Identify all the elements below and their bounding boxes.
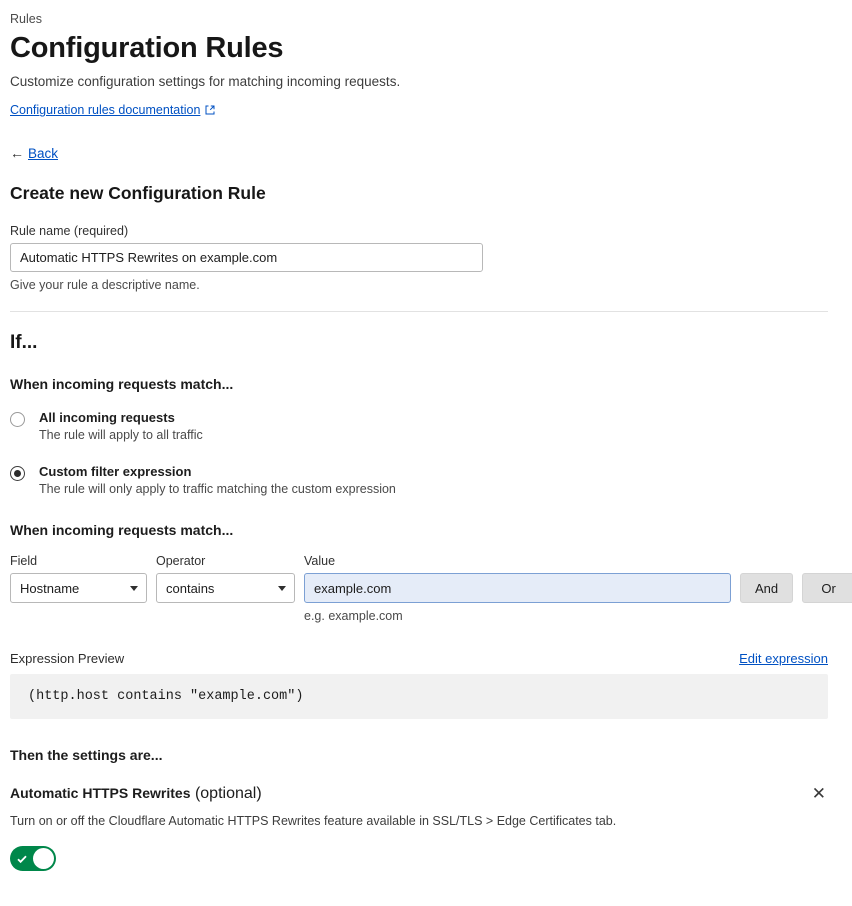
radio-desc-all-requests: The rule will apply to all traffic (39, 428, 203, 443)
or-column (802, 554, 852, 603)
operator-column-label: Operator (156, 554, 206, 569)
section-divider (10, 311, 828, 312)
rule-name-label: Rule name (required) (10, 224, 129, 239)
field-column-label: Field (10, 554, 38, 569)
radio-option-custom-filter[interactable] (10, 464, 828, 496)
radio-desc-custom-filter: The rule will only apply to traffic matching the custom expression (39, 482, 396, 497)
page-title: Configuration Rules (10, 32, 284, 64)
value-column-label: Value (304, 554, 336, 569)
check-icon (17, 854, 27, 864)
radio-text-all-requests (39, 410, 203, 442)
or-column-spacer (802, 554, 852, 568)
radio-icon-all-requests[interactable] (10, 412, 25, 427)
back-link-label[interactable]: Back (28, 145, 59, 161)
page-subtitle: Customize configuration settings for matching incoming requests. (10, 74, 401, 90)
setting-optional-label: (optional) (194, 785, 262, 803)
field-column (10, 554, 147, 603)
radio-label-all-requests: All incoming requests (39, 410, 175, 426)
setting-header (10, 785, 828, 803)
radio-label-custom-filter: Custom filter expression (39, 464, 192, 480)
rule-name-group (10, 224, 828, 292)
value-help: e.g. example.com (304, 609, 403, 624)
operator-select[interactable] (156, 573, 295, 603)
expression-preview-header (10, 651, 828, 666)
breadcrumb[interactable]: Rules (10, 12, 42, 26)
and-button[interactable]: And (740, 573, 793, 603)
operator-select-value: contains (166, 580, 215, 596)
chevron-down-icon (278, 586, 286, 591)
or-button[interactable]: Or (802, 573, 852, 603)
create-rule-heading: Create new Configuration Rule (10, 183, 266, 204)
and-column-spacer (740, 554, 793, 568)
automatic-https-rewrites-toggle[interactable] (10, 846, 56, 871)
field-select[interactable] (10, 573, 147, 603)
toggle-knob (33, 848, 54, 869)
close-icon[interactable]: ✕ (811, 784, 826, 804)
back-arrow-icon: ← (10, 145, 24, 162)
radio-icon-custom-filter[interactable] (10, 466, 25, 481)
setting-description: Turn on or off the Cloudflare Automatic HTTPS Rewrites feature available in SSL/TLS > Edge Certificates tab. (10, 814, 617, 829)
setting-title-wrap (10, 785, 262, 803)
radio-option-all-requests[interactable] (10, 410, 828, 442)
rule-name-help: Give your rule a descriptive name. (10, 278, 200, 293)
builder-heading: When incoming requests match... (10, 522, 234, 539)
field-select-value: Hostname (20, 580, 80, 596)
operator-column (156, 554, 295, 603)
and-column (740, 554, 793, 603)
value-input[interactable] (304, 573, 731, 603)
if-heading: If... (10, 332, 38, 354)
chevron-down-icon (130, 586, 138, 591)
edit-expression-link[interactable]: Edit expression (739, 651, 828, 667)
back-navigation[interactable] (10, 145, 828, 161)
rule-name-input[interactable] (10, 243, 483, 272)
match-heading: When incoming requests match... (10, 376, 234, 393)
then-settings-heading: Then the settings are... (10, 747, 163, 764)
radio-text-custom-filter (39, 464, 396, 496)
external-link-icon (205, 105, 215, 115)
expression-preview-box: (http.host contains "example.com") (10, 674, 828, 719)
value-column (304, 554, 731, 623)
expression-builder-row (10, 554, 836, 624)
documentation-link[interactable] (10, 103, 215, 117)
setting-title: Automatic HTTPS Rewrites (10, 785, 191, 802)
expression-preview-label: Expression Preview (10, 651, 125, 667)
documentation-link-label: Configuration rules documentation (10, 103, 201, 118)
